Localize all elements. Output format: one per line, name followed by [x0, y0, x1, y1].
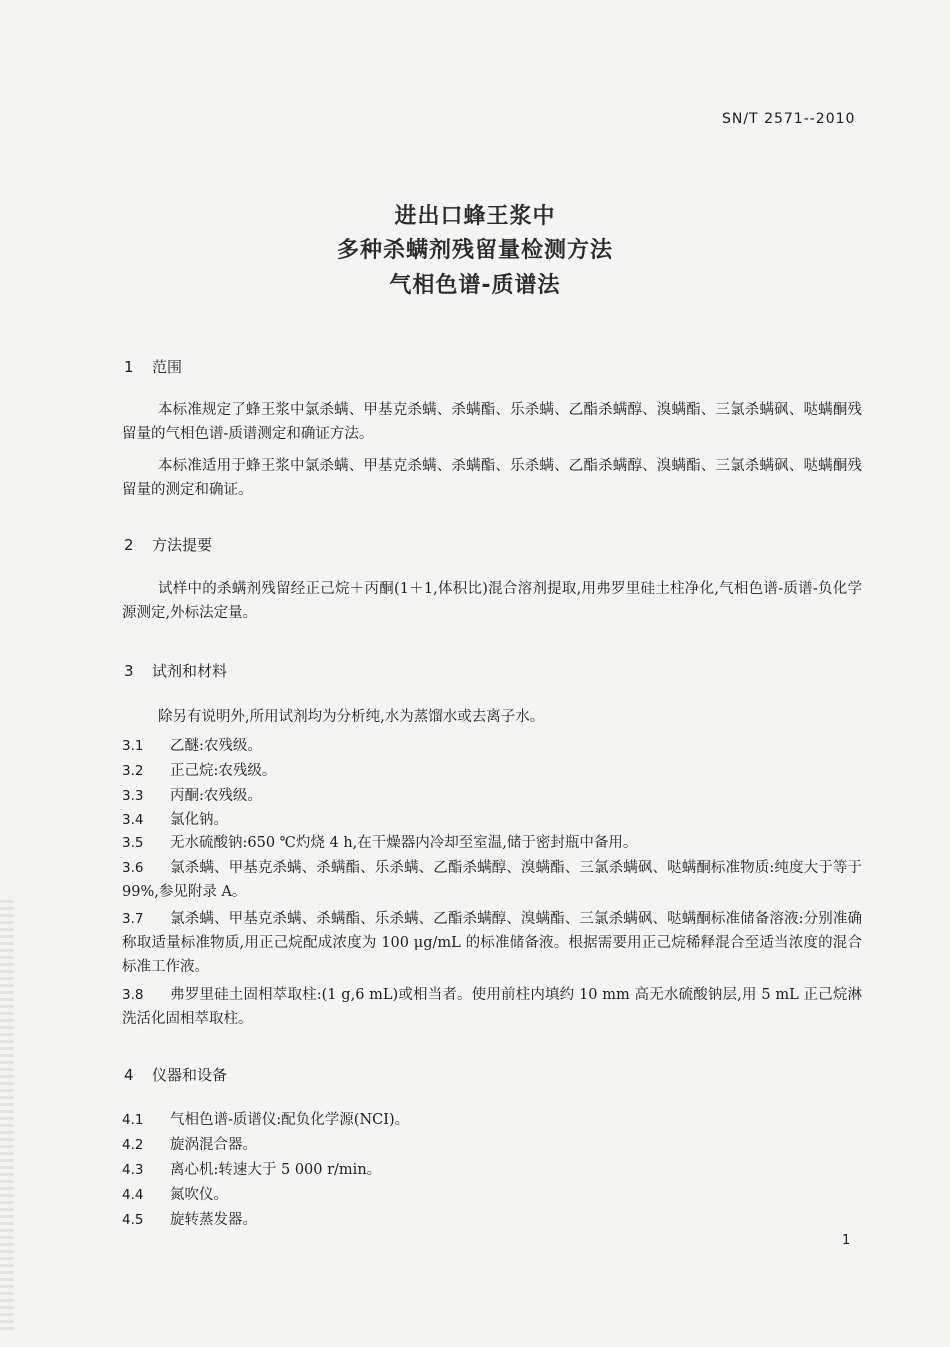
reagent-item: [122, 831, 862, 855]
item-text: 丙酮:农残级。: [170, 788, 262, 804]
reagent-item: [122, 808, 862, 832]
item-number: 3.6: [122, 860, 144, 876]
section-number: 2: [124, 536, 134, 554]
item-number: 3.7: [122, 911, 144, 927]
item-number: 3.3: [122, 788, 144, 804]
item-text: 氯杀螨、甲基克杀螨、杀螨酯、乐杀螨、乙酯杀螨醇、溴螨酯、三氯杀螨砜、哒螨酮标准储备溶液:分别准确称取适量标准物质,用正己烷配成浓度为 100 μg/mL 的标准储备液。根据需要用正己烷稀释混合至适当浓度的混合标准工作液。: [122, 911, 862, 975]
apparatus-item: [122, 1183, 862, 1207]
item-text: 气相色谱-质谱仪:配负化学源(NCI)。: [170, 1112, 410, 1128]
section-title: 范围: [152, 358, 183, 376]
section-heading-method: [124, 534, 212, 555]
section-title: 仪器和设备: [152, 1066, 228, 1084]
page-number: 1: [842, 1233, 851, 1248]
item-text: 无水硫酸钠:650 ℃灼烧 4 h,在干燥器内冷却至室温,储于密封瓶中备用。: [170, 835, 638, 851]
item-text: 乙醚:农残级。: [170, 738, 262, 754]
reagent-item: [122, 759, 862, 783]
item-number: 4.4: [122, 1187, 144, 1203]
item-number: 4.5: [122, 1212, 144, 1228]
item-number: 4.1: [122, 1112, 144, 1128]
section-heading-scope: [124, 356, 182, 377]
item-text: 离心机:转速大于 5 000 r/min。: [170, 1162, 382, 1178]
scope-paragraph-2: 本标准适用于蜂王浆中氯杀螨、甲基克杀螨、杀螨酯、乐杀螨、乙酯杀螨醇、溴螨酯、三氯杀螨砜、哒螨酮残留量的测定和确证。: [122, 458, 862, 498]
item-number: 4.3: [122, 1162, 144, 1178]
item-number: 3.4: [122, 812, 144, 828]
item-text: 旋转蒸发器。: [170, 1212, 257, 1228]
section-number: 1: [124, 358, 134, 376]
apparatus-item: [122, 1133, 862, 1157]
reagent-item: [122, 784, 862, 808]
item-text: 氯化钠。: [170, 812, 228, 828]
apparatus-item: [122, 1108, 862, 1132]
item-number: 3.8: [122, 987, 144, 1003]
item-number: 4.2: [122, 1137, 144, 1153]
item-text: 弗罗里硅土固相萃取柱:(1 g,6 mL)或相当者。使用前柱内填约 10 mm 高无水硫酸钠层,用 5 mL 正己烷淋洗活化固相萃取柱。: [122, 987, 862, 1027]
item-number: 3.5: [122, 835, 144, 851]
section-heading-reagents: [124, 660, 227, 681]
title-line-3: 气相色谱-质谱法: [389, 273, 561, 298]
item-number: 3.2: [122, 763, 144, 779]
item-text: 旋涡混合器。: [170, 1137, 257, 1153]
reagent-item: [122, 907, 862, 979]
section-number: 4: [124, 1066, 134, 1084]
reagent-item: [122, 734, 862, 758]
standard-code: SN/T 2571--2010: [722, 111, 856, 127]
item-text: 氮吹仪。: [170, 1187, 228, 1203]
apparatus-item: [122, 1158, 862, 1182]
reagents-intro: 除另有说明外,所用试剂均为分析纯,水为蒸馏水或去离子水。: [158, 709, 545, 725]
apparatus-item: [122, 1208, 862, 1232]
section-title: 试剂和材料: [152, 662, 228, 680]
item-number: 3.1: [122, 738, 144, 754]
scope-paragraph-1: 本标准规定了蜂王浆中氯杀螨、甲基克杀螨、杀螨酯、乐杀螨、乙酯杀螨醇、溴螨酯、三氯杀螨砜、哒螨酮残留量的气相色谱-质谱测定和确证方法。: [122, 402, 862, 442]
reagent-item: [122, 983, 862, 1031]
reagent-item: [122, 856, 862, 904]
section-title: 方法提要: [152, 536, 213, 554]
title-line-2: 多种杀螨剂残留量检测方法: [336, 238, 613, 263]
scan-edge-artifact: [0, 900, 14, 1330]
section-number: 3: [124, 662, 134, 680]
item-text: 正己烷:农残级。: [170, 763, 277, 779]
title-line-1: 进出口蜂王浆中: [394, 204, 556, 229]
item-text: 氯杀螨、甲基克杀螨、杀螨酯、乐杀螨、乙酯杀螨醇、溴螨酯、三氯杀螨砜、哒螨酮标准物质:纯度大于等于 99%,参见附录 A。: [122, 860, 862, 900]
method-paragraph: 试样中的杀螨剂残留经正己烷＋丙酮(1＋1,体积比)混合溶剂提取,用弗罗里硅土柱净化,气相色谱-质谱-负化学源测定,外标法定量。: [122, 581, 862, 621]
section-heading-apparatus: [124, 1064, 227, 1085]
